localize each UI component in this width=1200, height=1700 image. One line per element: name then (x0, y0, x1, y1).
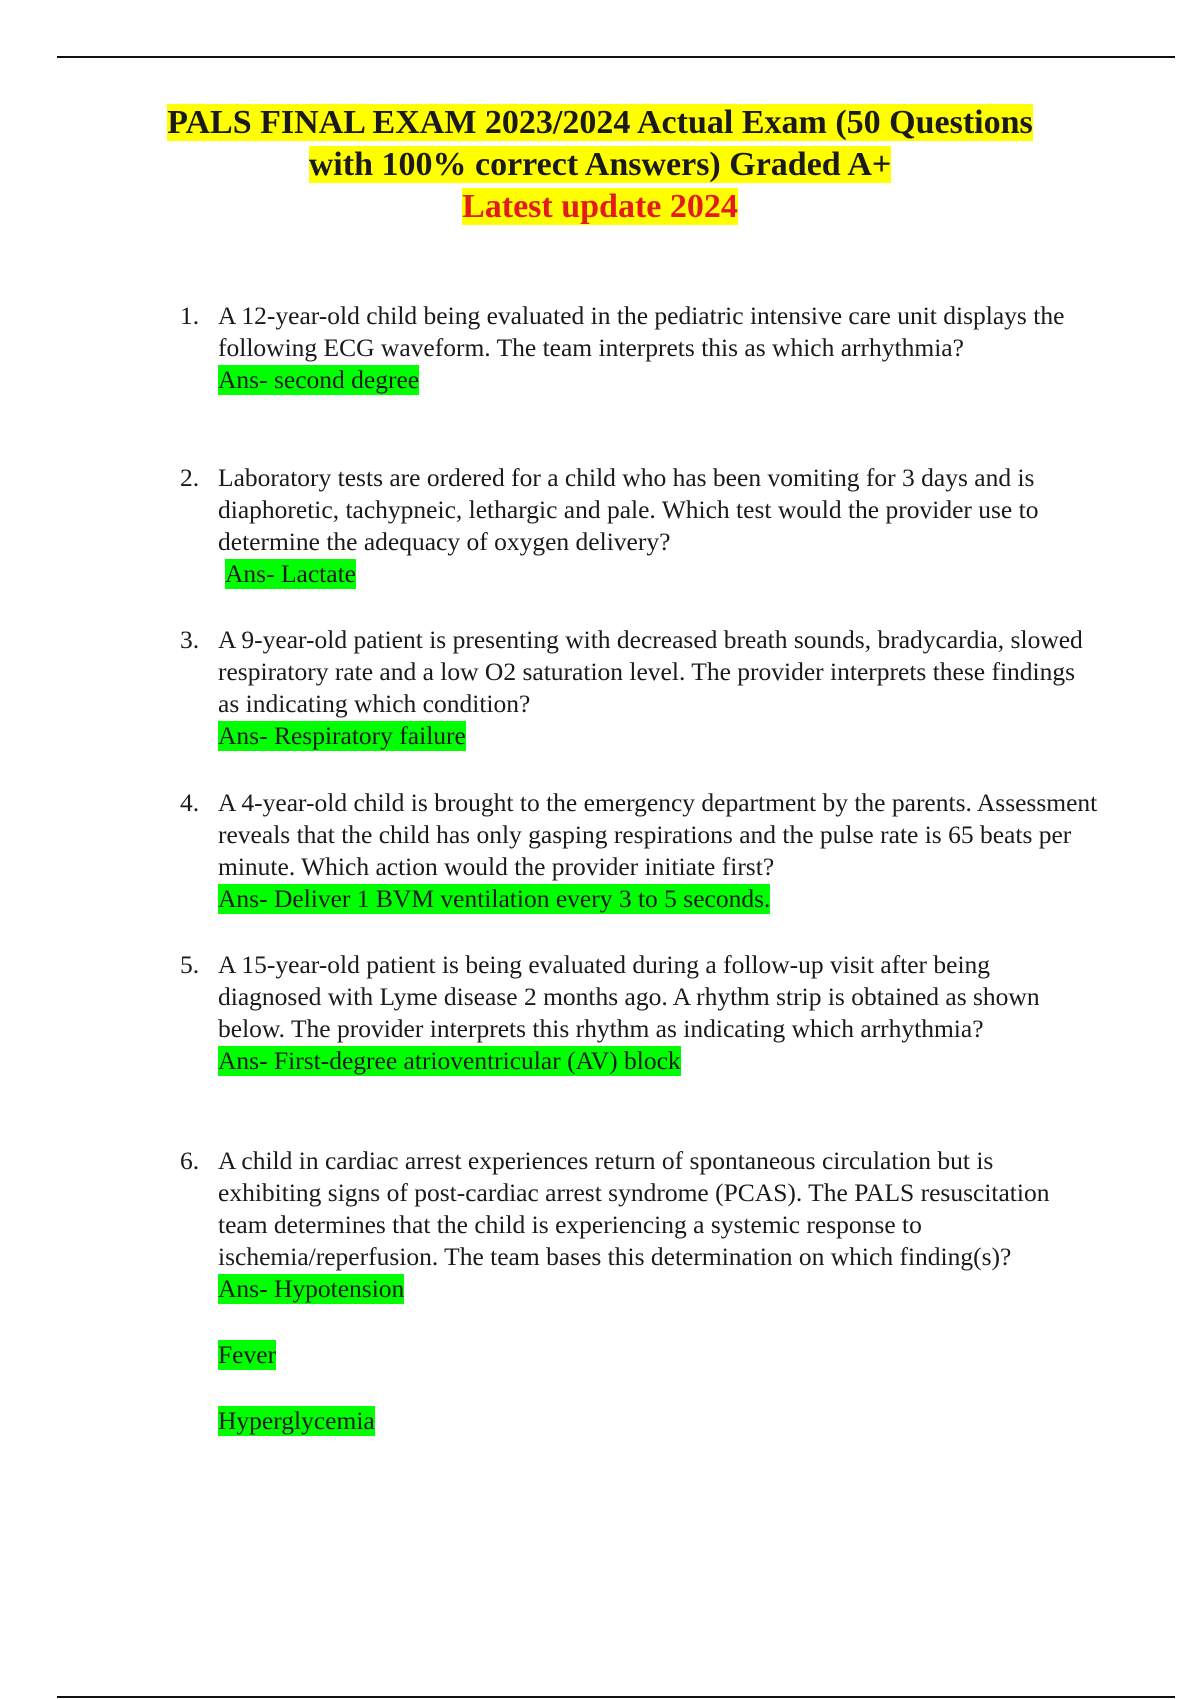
question-text: A child in cardiac arrest experiences return of spontaneous circulation but is exhibiting signs of post-cardiac arrest syndrome (PCAS). The PALS resuscitation team determines that the child is experiencing a systemic response to ischemia/reperfusion. The team bases this determination on which finding(s)? (218, 1146, 1050, 1271)
title-line-1: PALS FINAL EXAM 2023/2024 Actual Exam (50 Questions (167, 104, 1033, 141)
question-number: 3. (180, 625, 200, 654)
document-title (0, 102, 1200, 228)
question-number: 6. (180, 1146, 200, 1175)
question-body (218, 462, 1098, 590)
question-text: A 12-year-old child being evaluated in the pediatric intensive care unit displays the following ECG waveform. The team interprets this as which arrhythmia? (218, 301, 1065, 362)
question-number: 5. (180, 950, 200, 979)
question-number: 1. (180, 301, 200, 330)
question-text: A 9-year-old patient is presenting with decreased breath sounds, bradycardia, slowed respiratory rate and a low O2 saturation level. The provider interprets these findings as indicating which condition? (218, 625, 1083, 718)
question-number: 2. (180, 463, 200, 492)
answer-highlight: Ans- First-degree atrioventricular (AV) block (218, 1046, 681, 1075)
answer-highlight: Ans- Deliver 1 BVM ventilation every 3 to 5 seconds. (218, 884, 771, 913)
footer-rule (57, 1696, 1175, 1698)
answer-highlight: Ans- second degree (218, 365, 420, 394)
extra-answer: Hyperglycemia (218, 1406, 375, 1435)
subtitle: Latest update 2024 (462, 188, 738, 225)
answer-highlight: Ans- Respiratory failure (218, 721, 466, 750)
question-body (218, 787, 1098, 915)
question-text: A 15-year-old patient is being evaluated during a follow-up visit after being diagnosed with Lyme disease 2 months ago. A rhythm strip is obtained as shown below. The provider interprets this rhythm as indicating which arrhythmia? (218, 950, 1040, 1043)
extra-answer: Fever (218, 1340, 277, 1369)
question-body (218, 949, 1098, 1077)
question-body (218, 1145, 1098, 1437)
question-body (218, 300, 1098, 396)
title-line-2: with 100% correct Answers) Graded A+ (308, 146, 892, 183)
answer-highlight: Ans- Hypotension (218, 1274, 405, 1303)
question-number: 4. (180, 788, 200, 817)
question-text: A 4-year-old child is brought to the emergency department by the parents. Assessment reveals that the child has only gasping respirations and the pulse rate is 65 beats per minute. Which action would the provider initiate first? (218, 788, 1098, 881)
header-rule (57, 56, 1175, 58)
answer-highlight: Ans- Lactate (225, 559, 356, 588)
question-body (218, 624, 1098, 752)
question-text: Laboratory tests are ordered for a child who has been vomiting for 3 days and is diaphoretic, tachypneic, lethargic and pale. Which test would the provider use to determine the adequacy of oxygen delivery? (218, 463, 1039, 556)
